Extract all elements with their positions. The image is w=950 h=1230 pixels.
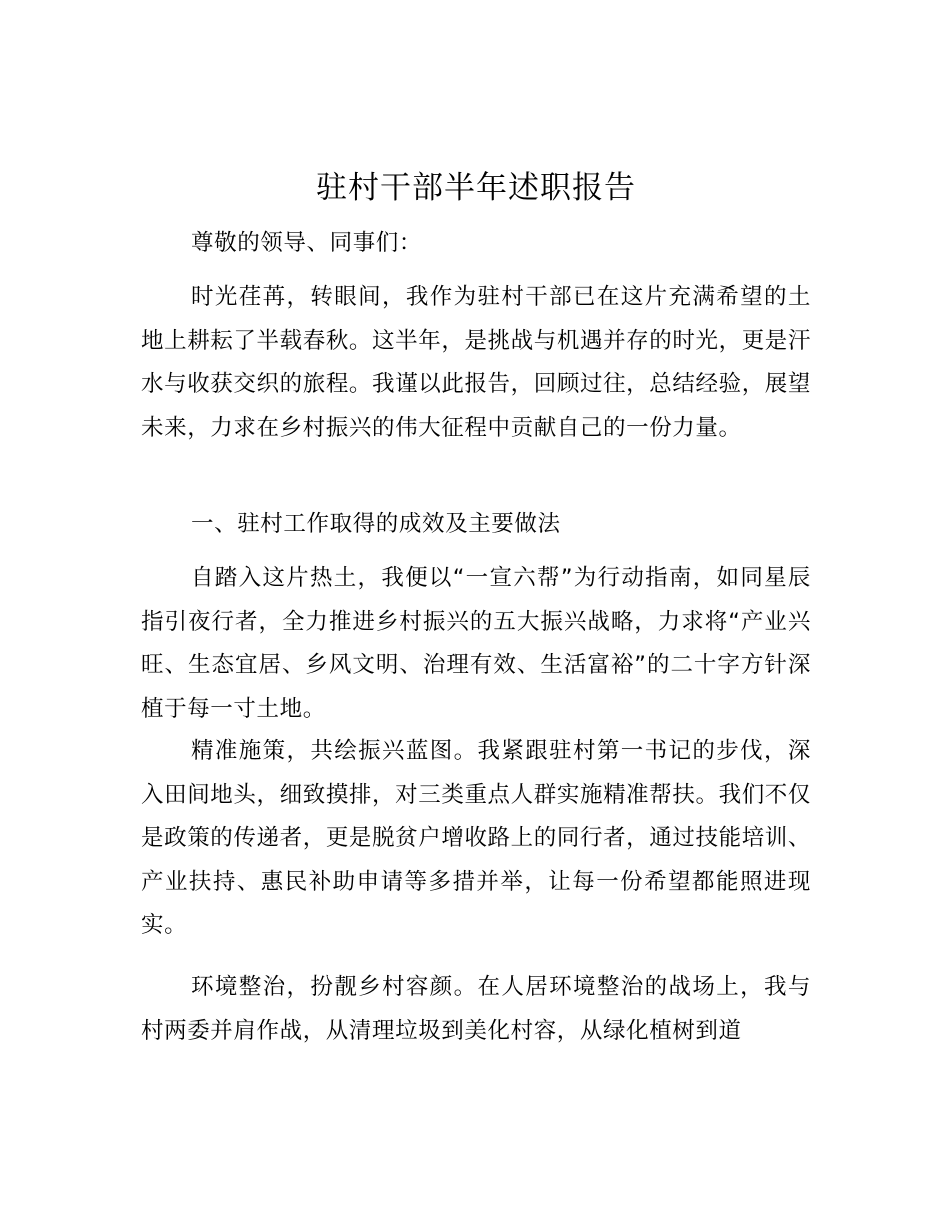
document-title: 驻村干部半年述职报告: [316, 170, 636, 206]
body-paragraph-environment: 环境整治，扮靓乡村容颜。在人居环境整治的战场上，我与村两委并肩作战，从清理垃圾到美化村容，从绿化植树到道: [141, 974, 811, 1044]
body-paragraph-guideline: 自踏入这片热土，我便以“一宣六帮”为行动指南，如同星辰指引夜行者，全力推进乡村振兴的五大振兴战略，力求将“产业兴旺、生态宜居、乡风文明、治理有效、生活富裕”的二十字方针深植于每一寸土地。: [141, 565, 811, 722]
section-heading: 一、驻村工作取得的成效及主要做法: [191, 511, 561, 537]
body-paragraph-precision-policy: 精准施策，共绘振兴蓝图。我紧跟驻村第一书记的步伐，深入田间地头，细致摸排，对三类重点人群实施精准帮扶。我们不仅是政策的传递者，更是脱贫户增收路上的同行者，通过技能培训、产业扶持、惠民补助申请等多措并举，让每一份希望都能照进现实。: [141, 738, 811, 938]
intro-paragraph: 时光荏苒，转眼间，我作为驻村干部已在这片充满希望的土地上耕耘了半载春秋。这半年，是挑战与机遇并存的时光，更是汗水与收获交织的旅程。我谨以此报告，回顾过往，总结经验，展望未来，力求在乡村振兴的伟大征程中贡献自己的一份力量。: [141, 284, 811, 441]
salutation: 尊敬的领导、同事们：: [191, 230, 423, 256]
